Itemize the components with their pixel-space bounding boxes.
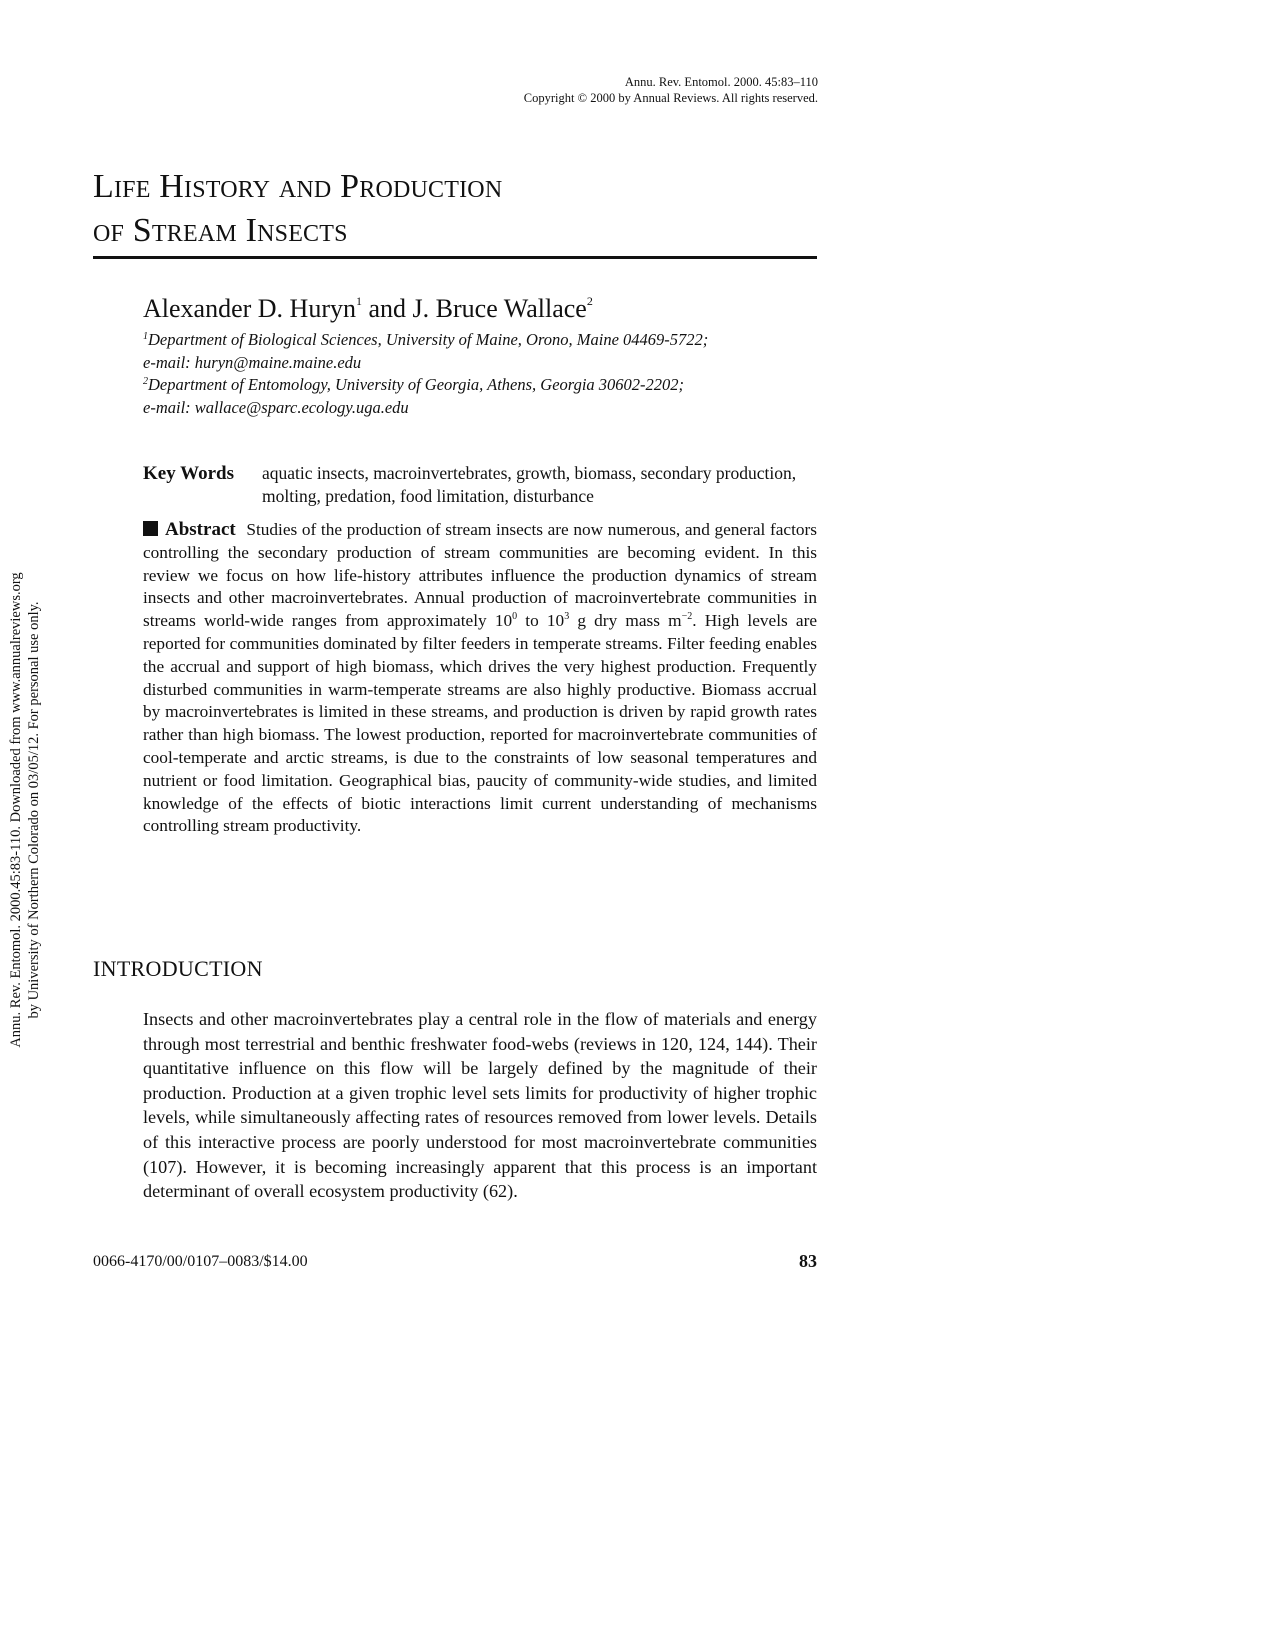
affiliation-mark: 1 — [143, 331, 148, 342]
copyright-notice: Copyright © 2000 by Annual Reviews. All rights reserved. — [523, 91, 818, 105]
author-name: J. Bruce Wallace — [412, 294, 587, 323]
abstract-text: Studies of the production of stream insects are now numerous, and general factors controlling the secondary production of stream communities are becoming evident. In this review we focus on how life-history attributes influence the production dynamics of stream insects and other macroinvertebrates. Annual production of macroinvertebrate communities in streams world-wide ranges from approximately 10 — [143, 520, 817, 631]
title-rule — [93, 256, 817, 259]
footer-issn: 0066-4170/00/0107–0083/$14.00 — [93, 1253, 308, 1270]
affiliation-mark: 2 — [143, 376, 148, 387]
affiliation-mark: 1 — [356, 294, 362, 308]
keywords-text: aquatic insects, macroinvertebrates, growth, biomass, secondary production, molting, predation, food limitation, disturbance — [262, 463, 797, 506]
author-name: Alexander D. Huryn — [143, 294, 356, 323]
keywords-block — [143, 462, 817, 508]
exponent: 0 — [512, 611, 518, 623]
affiliation-line — [143, 374, 708, 397]
page-number: 83 — [799, 1251, 817, 1271]
exponent: 3 — [564, 611, 570, 623]
article-title — [93, 165, 817, 253]
affiliation-text: Department of Entomology, University of Georgia, Athens, Georgia 30602-2202; — [148, 375, 685, 394]
journal-header — [524, 74, 818, 106]
introduction-paragraph: Insects and other macroinvertebrates play a central role in the flow of materials and energy through most terrestrial and benthic freshwater food-webs (reviews in 120, 124, 144). Their quantitative influence on this flow will be largely defined by the magnitude of their production. Production at a given trophic level sets limits for productivity of higher trophic levels, while simultaneously affecting rates of resources removed from lower levels. Details of this interactive process are poorly understood for most macroinvertebrate communities (107). However, it is becoming increasingly apparent that this process is an important determinant of overall ecosystem productivity (62). — [143, 1009, 817, 1202]
affiliation-email: e-mail: huryn@maine.maine.edu — [143, 352, 362, 372]
affiliation-mark: 2 — [586, 294, 593, 308]
affiliation-line — [143, 329, 708, 352]
download-notice — [7, 510, 43, 1110]
author-conjunction: and — [362, 294, 413, 323]
abstract-text: to 10 — [517, 611, 565, 631]
abstract-block — [143, 519, 817, 838]
title-line-1: Life History and Production — [93, 168, 503, 205]
exponent: −2 — [681, 611, 693, 623]
title-line-2: of Stream Insects — [93, 212, 348, 249]
journal-citation: Annu. Rev. Entomol. 2000. 45:83–110 — [624, 75, 818, 89]
affiliation-text: Department of Biological Sciences, University of Maine, Orono, Maine 04469-5722; — [148, 330, 709, 349]
abstract-square-icon — [143, 521, 158, 536]
abstract-text: . High levels are reported for communities dominated by filter feeders in temperate streams. Filter feeding enables the accrual and support of high biomass, which drives the very highest production. Frequently disturbed communities in warm-temperate streams are also highly productive. Biomass accrual by macroinvertebrates is limited in these streams, and production is driven by rapid growth rates rather than high biomass. The lowest production, reported for macroinvertebrate communities of cool-temperate and arctic streams, is due to the constraints of low seasonal temperatures and nutrient or food limitation. Geographical bias, paucity of community-wide studies, and limited knowledge of the effects of biotic interactions limit current understanding of mechanisms controlling stream productivity. — [143, 611, 818, 836]
affiliation-email: e-mail: wallace@sparc.ecology.uga.edu — [143, 397, 409, 417]
section-heading: INTRODUCTION — [93, 956, 263, 981]
download-notice-line-2: by University of Northern Colorado on 03/05/12. For personal use only. — [26, 601, 42, 1019]
download-notice-line-1: Annu. Rev. Entomol. 2000.45:83-110. Downloaded from www.annualreviews.org — [8, 572, 24, 1048]
affiliations — [143, 329, 708, 419]
keywords-label: Key Words — [143, 463, 234, 484]
abstract-label: Abstract — [165, 519, 236, 540]
author-list — [143, 293, 593, 325]
abstract-text: g dry mass m — [569, 611, 682, 631]
